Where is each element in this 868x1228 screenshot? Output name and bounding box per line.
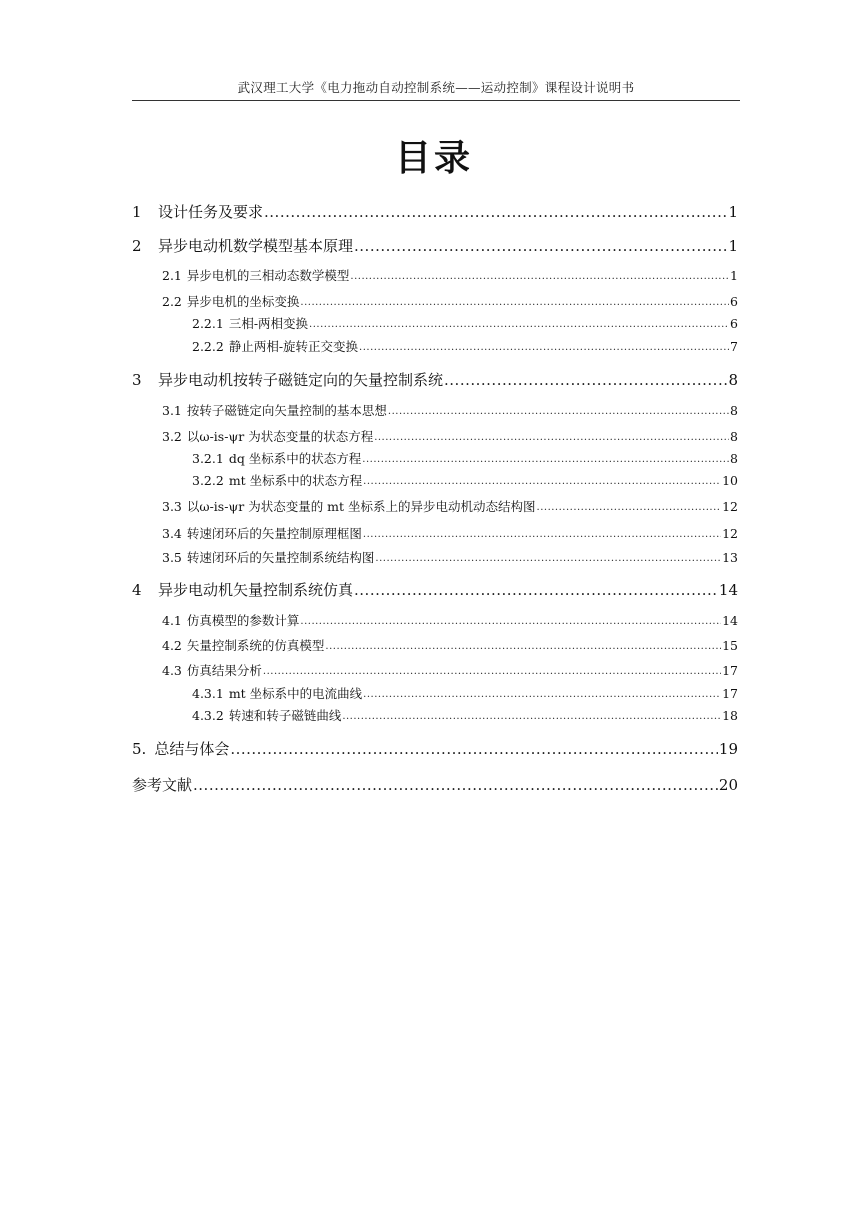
toc-entry-label: 转速和转子磁链曲线 (228, 707, 342, 723)
toc-entry-label: dq 坐标系中的状态方程 (228, 450, 362, 466)
toc-dot-leader (325, 642, 721, 652)
toc-entry-3-2-1[interactable] (192, 450, 738, 465)
toc-entry-number: 5. (132, 740, 147, 758)
toc-dot-leader (362, 455, 729, 465)
toc-entry-2[interactable] (132, 236, 738, 254)
toc-entry-label: 转速闭环后的矢量控制系统结构图 (186, 549, 375, 565)
toc-entry-page: 7 (730, 338, 738, 354)
toc-dot-leader (354, 583, 718, 598)
toc-entry-number: 4.3.1 (192, 685, 224, 701)
toc-entry-page: 6 (730, 293, 738, 309)
toc-entry-label: 参考文献 (132, 776, 193, 794)
toc-dot-leader (388, 407, 729, 417)
toc-entry-page: 12 (722, 525, 738, 541)
toc-entry-2-1[interactable] (162, 267, 738, 282)
toc-entry-page: 1 (728, 203, 738, 221)
toc-entry-number: 4.3.2 (192, 707, 224, 723)
toc-entry-number: 4 (132, 581, 142, 599)
toc-entry-number: 3.2.1 (192, 450, 224, 466)
toc-entry-page: 15 (722, 637, 738, 653)
toc-entry-label: 按转子磁链定向矢量控制的基本思想 (186, 402, 387, 418)
toc-entry-3-2-2[interactable] (192, 472, 738, 487)
toc-entry-page: 8 (730, 402, 738, 418)
toc-entry-label: 异步电动机按转子磁链定向的矢量控制系统 (158, 371, 444, 389)
toc-entry-page: 14 (718, 581, 738, 599)
toc-entry-page: 19 (718, 740, 738, 758)
toc-entry-number: 2.2 (162, 293, 182, 309)
toc-entry-page: 20 (718, 776, 738, 794)
toc-entry-4-1[interactable] (162, 612, 738, 627)
toc-entry-2-2-1[interactable] (192, 315, 738, 330)
toc-entry-number: 2.2.1 (192, 315, 224, 331)
toc-entry-label: mt 坐标系中的电流曲线 (228, 685, 363, 701)
toc-entry-number: 3.5 (162, 549, 182, 565)
toc-entry-label: mt 坐标系中的状态方程 (228, 472, 363, 488)
toc-entry-label: 三相-两相变换 (228, 315, 309, 331)
toc-entry-page: 6 (730, 315, 738, 331)
toc-entry-label: 异步电机的坐标变换 (186, 293, 300, 309)
toc-dot-leader (300, 617, 721, 627)
toc-entry-label: 以ω-is-ψr 为状态变量的 mt 坐标系上的异步电动机动态结构图 (186, 498, 536, 514)
toc-entry-label: 仿真模型的参数计算 (186, 612, 300, 628)
toc-entry-number: 2.1 (162, 267, 182, 283)
toc-entry-label: 总结与体会 (154, 740, 230, 758)
toc-entry-label: 矢量控制系统的仿真模型 (186, 637, 325, 653)
toc-entry-3-4[interactable] (162, 525, 738, 540)
toc-entry-label: 异步电动机矢量控制系统仿真 (158, 581, 354, 599)
toc-entry-2-2-2[interactable] (192, 338, 738, 353)
toc-entry-page: 17 (722, 662, 738, 678)
toc-entry-1[interactable] (132, 202, 738, 220)
toc-entry-page: 1 (730, 267, 738, 283)
toc-entry-number: 3.1 (162, 402, 182, 418)
toc-dot-leader (374, 433, 729, 443)
toc-title: 目录 (394, 138, 473, 179)
toc-dot-leader (350, 272, 729, 282)
toc-dot-leader (359, 343, 729, 353)
toc-entry-3-2[interactable] (162, 428, 738, 443)
toc-entry-2-2[interactable] (162, 293, 738, 308)
toc-entry-page: 8 (728, 371, 738, 389)
toc-entry-label: 异步电机的三相动态数学模型 (186, 267, 350, 283)
toc-entry-label: 以ω-is-ψr 为状态变量的状态方程 (186, 428, 374, 444)
toc-entry-label: 静止两相-旋转正交变换 (228, 338, 359, 354)
toc-entry-number: 4.2 (162, 637, 182, 653)
toc-entry-page: 13 (722, 549, 738, 565)
header-rule (132, 100, 740, 101)
toc-dot-leader (264, 205, 727, 220)
toc-entry-page: 17 (722, 685, 738, 701)
toc-dot-leader (193, 778, 718, 793)
toc-entry-number: 3 (132, 371, 142, 389)
toc-entry-label: 转速闭环后的矢量控制原理框图 (186, 525, 362, 541)
toc-dot-leader (354, 239, 727, 254)
toc-entry-number: 3.3 (162, 498, 182, 514)
toc-entry-page: 18 (722, 707, 738, 723)
toc-entry-page: 12 (722, 498, 738, 514)
toc-entry-3-3[interactable] (162, 498, 738, 513)
toc-entry-label: 设计任务及要求 (158, 203, 264, 221)
toc-entry-number: 3.4 (162, 525, 182, 541)
toc-dot-leader (230, 742, 718, 757)
toc-entry-number: 4.1 (162, 612, 182, 628)
toc-entry-5[interactable] (132, 739, 738, 757)
toc-entry-label: 仿真结果分析 (186, 662, 262, 678)
toc-dot-leader (375, 554, 721, 564)
running-header: 武汉理工大学《电力拖动自动控制系统——运动控制》课程设计说明书 (237, 80, 635, 95)
toc-entry-3-1[interactable] (162, 402, 738, 417)
toc-entry-4-3-2[interactable] (192, 707, 738, 722)
toc-entry-number: 3.2.2 (192, 472, 224, 488)
toc-entry-4-2[interactable] (162, 637, 738, 652)
toc-dot-leader (363, 530, 721, 540)
toc-entry-4-3[interactable] (162, 662, 738, 677)
toc-dot-leader (363, 690, 721, 700)
toc-entry-page: 1 (728, 237, 738, 255)
toc-entry-number: 1 (132, 203, 142, 221)
toc-entry-number: 2 (132, 237, 142, 255)
toc-entry-page: 8 (730, 450, 738, 466)
toc-entry-4-3-1[interactable] (192, 685, 738, 700)
toc-dot-leader (537, 503, 722, 513)
toc-entry-number: 2.2.2 (192, 338, 224, 354)
toc-entry-page: 14 (722, 612, 738, 628)
toc-entry-page: 8 (730, 428, 738, 444)
toc-dot-leader (342, 712, 721, 722)
toc-dot-leader (263, 667, 721, 677)
toc-entry-page: 10 (722, 472, 738, 488)
toc-dot-leader (309, 320, 729, 330)
toc-entry-label: 异步电动机数学模型基本原理 (158, 237, 354, 255)
toc-entry-3-5[interactable] (162, 549, 738, 564)
toc-entry-number: 3.2 (162, 428, 182, 444)
toc-dot-leader (363, 477, 721, 487)
toc-dot-leader (300, 298, 729, 308)
toc-dot-leader (444, 373, 727, 388)
toc-entry-references[interactable] (132, 775, 738, 793)
toc-entry-3[interactable] (132, 370, 738, 388)
toc-entry-4[interactable] (132, 580, 738, 598)
toc-entry-number: 4.3 (162, 662, 182, 678)
